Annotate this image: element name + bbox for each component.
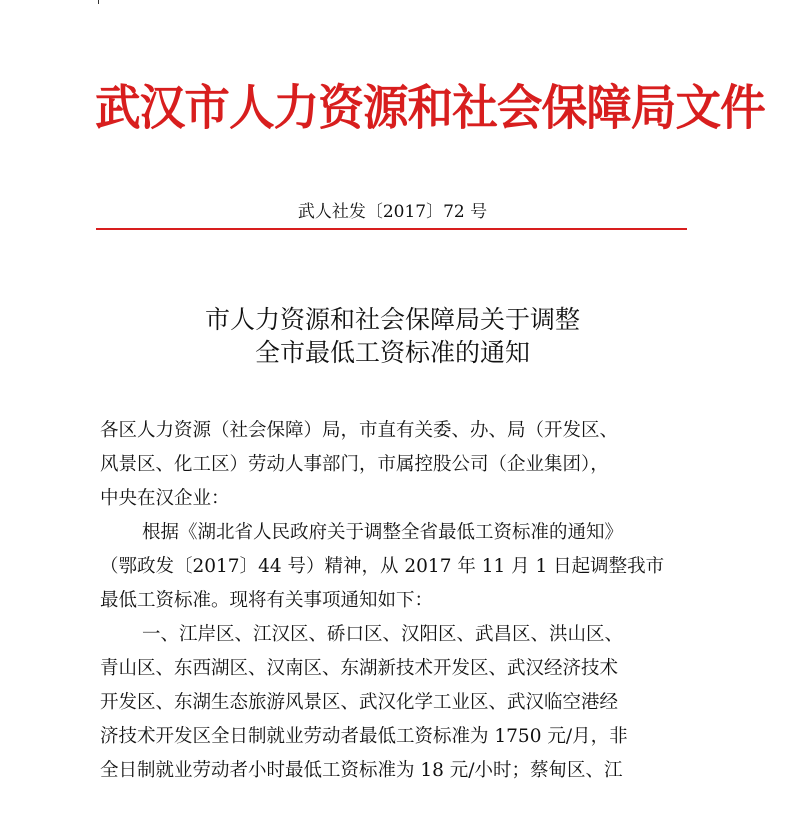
document-number: 武人社发〔2017〕72 号 [297, 202, 488, 222]
body-line-item-1: 开发区、东湖生态旅游风景区、武汉化学工业区、武汉临空港经 [100, 692, 619, 713]
corner-mark [98, 0, 99, 4]
body-line-item-1: 济技术开发区全日制就业劳动者最低工资标准为 1750 元/月，非 [100, 726, 628, 747]
body-line-paragraph-1: （鄂政发〔2017〕44 号）精神，从 2017 年 11 月 1 日起调整我市 [100, 556, 665, 577]
document-title [0, 303, 785, 369]
red-divider-line [96, 228, 687, 230]
body-line-paragraph-1-end: 最低工资标准。现将有关事项通知如下： [100, 590, 434, 611]
document-masthead: 武汉市人力资源和社会保障局文件 [95, 80, 765, 136]
body-line-item-1-start: 一、江岸区、江汉区、硚口区、汉阳区、武昌区、洪山区、 [142, 624, 624, 645]
body-line-addressee-1: 各区人力资源（社会保障）局，市直有关委、办、局（开发区、 [100, 420, 619, 441]
body-line-item-1: 青山区、东西湖区、汉南区、东湖新技术开发区、武汉经济技术 [100, 658, 619, 679]
body-line-addressee-2: 风景区、化工区）劳动人事部门，市属控股公司（企业集团）， [100, 454, 609, 475]
document-title-line-2: 全市最低工资标准的通知 [254, 338, 530, 367]
document-title-line-1: 市人力资源和社会保障局关于调整 [204, 305, 580, 334]
body-line-item-1: 全日制就业劳动者小时最低工资标准为 18 元/小时；蔡甸区、江 [100, 760, 623, 781]
body-line-addressee-3: 中央在汉企业： [100, 488, 230, 509]
document-body [100, 414, 700, 788]
body-line-paragraph-1-start: 根据《湖北省人民政府关于调整全省最低工资标准的通知》 [142, 522, 624, 543]
